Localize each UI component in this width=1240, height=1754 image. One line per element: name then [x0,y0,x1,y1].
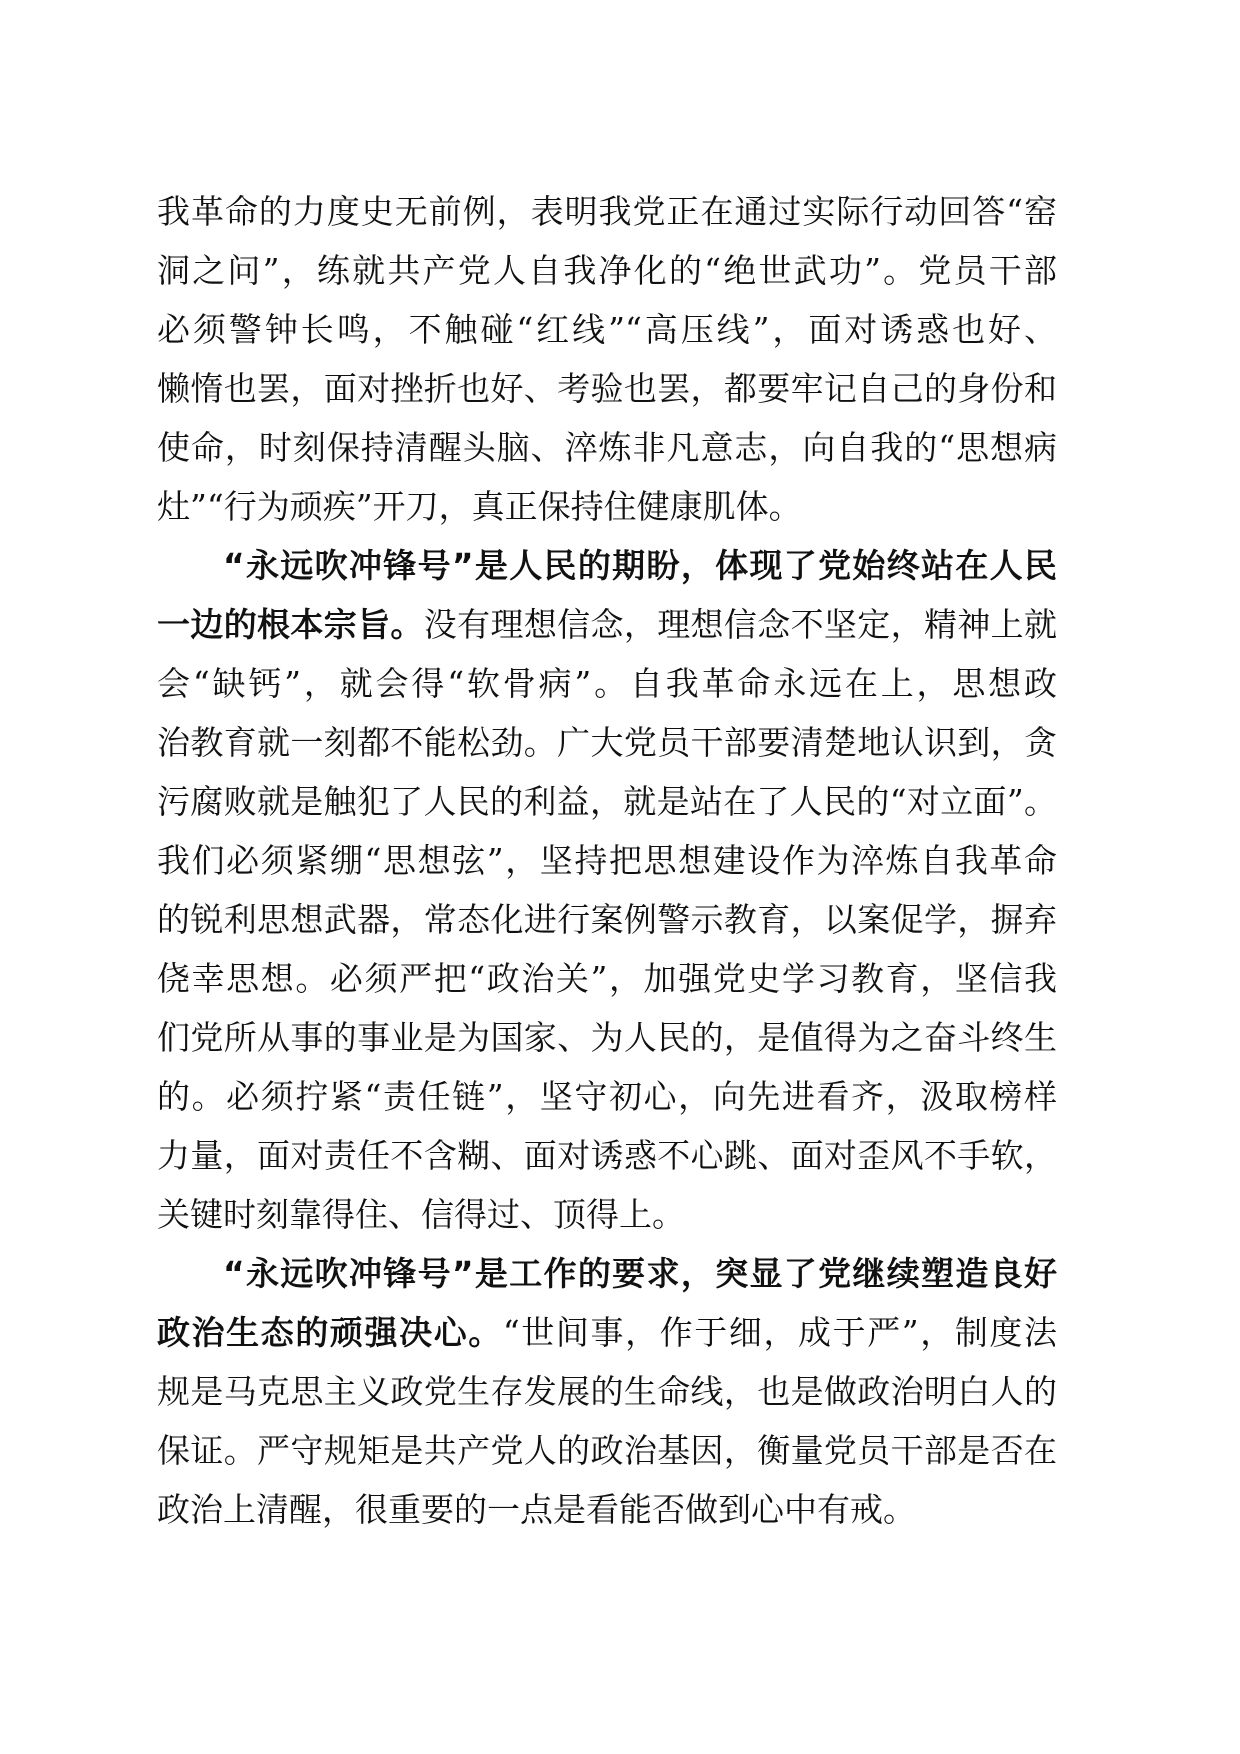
text-line: 会“缺钙”，就会得“软骨病”。自我革命永远在上，思想政 [157,664,1057,703]
text-line: 懒惰也罢，面对挫折也好、考验也罢，都要牢记自己的身份和 [157,369,1057,408]
text-line: 保证。严守规矩是共产党人的政治基因，衡量党员干部是否在 [157,1431,1057,1470]
heading-line [157,1244,1057,1303]
text-line: 必须警钟长鸣，不触碰“红线”“高压线”，面对诱惑也好、 [157,310,1057,349]
bold-lead-text: “永远吹冲锋号”是人民的期盼，体现了党始终站在人民 [223,546,1057,585]
text-line: 力量，面对责任不含糊、面对诱惑不心跳、面对歪风不手软， [157,1136,1057,1175]
text-line: 政治生态的顽强决心。“世间事，作于细，成于严”，制度法 [157,1313,1058,1352]
paragraph-2 [157,536,1057,1244]
text-line: 一边的根本宗旨。没有理想信念，理想信念不坚定，精神上就 [157,605,1058,644]
text-line: 们党所从事的事业是为国家、为人民的，是值得为之奋斗终生 [157,1018,1057,1057]
text-line: 的。必须拧紧“责任链”，坚守初心，向先进看齐，汲取榜样 [157,1077,1057,1116]
text-line: 规是马克思主义政党生存发展的生命线，也是做政治明白人的 [157,1372,1057,1411]
text-line: 我们必须紧绷“思想弦”，坚持把思想建设作为淬炼自我革命 [157,841,1057,880]
bold-lead-text: 一边的根本宗旨。 [157,605,424,644]
paragraph-3 [157,1244,1057,1539]
text-line: 的锐利思想武器，常态化进行案例警示教育，以案促学，摒弃 [157,900,1057,939]
text-line: 灶”“行为顽疾”开刀，真正保持住健康肌体。 [157,487,802,526]
text-line: 侥幸思想。必须严把“政治关”，加强党史学习教育，坚信我 [157,959,1057,998]
text-line: 政治上清醒，很重要的一点是看能否做到心中有戒。 [157,1490,916,1529]
paragraph-1 [157,182,1057,536]
text-line: 洞之问”，练就共产党人自我净化的“绝世武功”。党员干部 [157,251,1057,290]
text-line: 我革命的力度史无前例，表明我党正在通过实际行动回答“窑 [157,192,1057,231]
bold-lead-text: 政治生态的顽强决心。 [157,1313,503,1352]
bold-lead-text: “永远吹冲锋号”是工作的要求，突显了党继续塑造良好 [223,1254,1057,1293]
document-body [157,182,1057,1539]
heading-line [157,536,1057,595]
text-line: 使命，时刻保持清醒头脑、淬炼非凡意志，向自我的“思想病 [157,428,1057,467]
text-line: 关键时刻靠得住、信得过、顶得上。 [157,1195,685,1234]
text-line: 污腐败就是触犯了人民的利益，就是站在了人民的“对立面”。 [157,782,1057,821]
text-line: 治教育就一刻都不能松劲。广大党员干部要清楚地认识到，贪 [157,723,1057,762]
